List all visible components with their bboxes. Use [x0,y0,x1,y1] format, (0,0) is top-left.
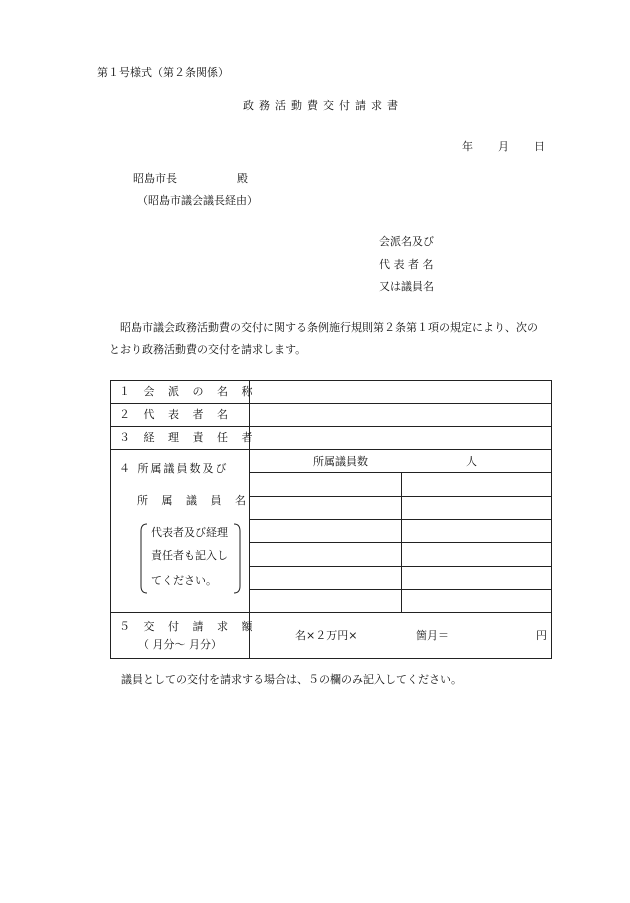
row-label-amount-a: ５ 交 付 請 求 額 [119,620,258,633]
applicant-line2: 代 表 者 名 [379,258,434,271]
page-title: 政務活動費交付請求書 [243,99,403,112]
members-count-unit: 人 [466,455,477,468]
amount-formula-a: 名×２万円× [295,629,358,642]
right-bracket [234,524,240,593]
body-text-line1: 昭島市議会政務活動費の交付に関する条例施行規則第２条第１項の規定により、次の [120,321,538,334]
amount-formula-b: 箇月＝ [416,629,449,642]
date-day: 日 [534,140,545,153]
addressee-honorific: 殿 [237,172,248,185]
row-label-representative: ２ 代 表 者 名 [119,408,233,421]
body-text-line2: とおり政務活動費の交付を請求します。 [109,343,307,356]
amount-unit: 円 [536,629,547,642]
left-bracket [141,524,147,593]
row-label-members-a: ４ 所属議員数及び [119,462,229,475]
row-note-line3: てください。 [151,574,217,587]
addressee-via: （昭島市議会議長経由） [137,194,258,207]
addressee-mayor: 昭島市長 [133,172,177,185]
date-year: 年 [462,140,473,153]
row-label-members-b: 所 属 議 員 名 [137,494,251,507]
footer-note: 議員としての交付を請求する場合は、５の欄のみ記入してください。 [121,673,462,686]
form-number: 第１号様式（第２条関係） [97,66,229,79]
row-label-amount-b: （ 月分～ 月分） [138,638,222,651]
row-note-line2: 責任者も記入し [151,549,228,562]
row-label-party-name: １ 会 派 の 名 称 [119,385,258,398]
row-note-line1: 代表者及び経理 [151,526,228,539]
date-month: 月 [498,140,509,153]
row-label-accountant: ３ 経 理 責 任 者 [119,431,258,444]
members-count-label: 所属議員数 [313,455,368,468]
applicant-line1: 会派名及び [379,235,434,248]
applicant-line3: 又は議員名 [379,280,434,293]
